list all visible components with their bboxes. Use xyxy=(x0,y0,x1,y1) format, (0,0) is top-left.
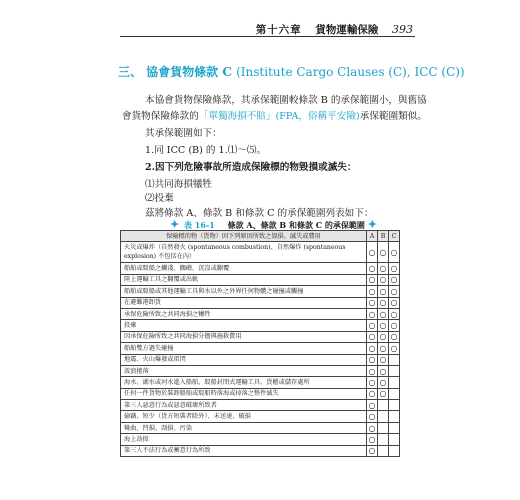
table-row xyxy=(121,434,400,445)
paragraph-1b-post: 承保範圍類似。 xyxy=(359,111,427,122)
coverage-mark-a: ○ xyxy=(367,308,378,319)
coverage-mark-c: ○ xyxy=(389,320,400,331)
coverage-mark-c xyxy=(389,400,400,411)
coverage-mark-a: ○ xyxy=(367,320,378,331)
section-title-zh: 三、 協會貨物條款 C xyxy=(118,65,232,79)
section-title xyxy=(118,63,465,80)
table-row xyxy=(121,320,400,331)
paragraph-6: ⑵投棄 xyxy=(145,193,174,204)
coverage-mark-c: ○ xyxy=(389,331,400,342)
row-description: 第三人惡意行為或惡意破壞所致者 xyxy=(121,400,367,411)
coverage-mark-c xyxy=(389,445,400,456)
coverage-mark-c: ○ xyxy=(389,274,400,285)
coverage-mark-b: ○ xyxy=(378,286,389,297)
coverage-mark-a: ○ xyxy=(367,343,378,354)
coverage-mark-b: ○ xyxy=(378,263,389,274)
row-description: 海上劫掠 xyxy=(121,434,367,445)
coverage-mark-b: ○ xyxy=(378,297,389,308)
coverage-mark-b: ○ xyxy=(378,242,389,263)
table-row xyxy=(121,331,400,342)
coverage-mark-a: ○ xyxy=(367,365,378,376)
coverage-table xyxy=(120,230,400,457)
coverage-mark-b: ○ xyxy=(378,388,389,399)
coverage-mark-c xyxy=(389,365,400,376)
coverage-mark-c xyxy=(389,434,400,445)
row-description: 任何一件貨物於裝卸船舶或駁船時落海或掉落之整件滅失 xyxy=(121,388,367,399)
coverage-mark-a: ○ xyxy=(367,400,378,411)
header-rule xyxy=(120,36,415,37)
table-header-row xyxy=(121,231,400,242)
row-description: 地震、火山爆發或雷閃 xyxy=(121,354,367,365)
coverage-mark-a: ○ xyxy=(367,422,378,433)
row-description: 火災或爆炸（自然發火 (spontaneous combustion)、自然爆炸 (spontaneous explosion) 不包括在內） xyxy=(121,242,367,263)
star-icon: ✦ xyxy=(170,218,180,231)
row-description: 因承保危險所致之共同海損分擔與施救費用 xyxy=(121,331,367,342)
paragraph-7: 茲將條款 A、條款 B 和條款 C 的承保範圍列表如下： xyxy=(145,208,374,219)
coverage-mark-b: ○ xyxy=(378,343,389,354)
coverage-mark-b: ○ xyxy=(378,354,389,365)
coverage-mark-b xyxy=(378,422,389,433)
fpa-highlight: 「單獨海損不賠」(FPA，俗稱平安險) xyxy=(198,111,360,122)
table-number: 表 16-1 xyxy=(184,220,215,230)
coverage-mark-c: ○ xyxy=(389,297,400,308)
table-row xyxy=(121,445,400,456)
coverage-mark-b: ○ xyxy=(378,377,389,388)
row-description: 海水、湖水或河水進入船舶、駁船封閉式運輸工具、貨櫃或儲存處所 xyxy=(121,377,367,388)
table-row xyxy=(121,343,400,354)
table-caption-text: 條款 A、條款 B 和條款 C 的承保範圍 xyxy=(227,220,365,230)
coverage-mark-c xyxy=(389,422,400,433)
table-row xyxy=(121,274,400,285)
coverage-mark-a: ○ xyxy=(367,388,378,399)
coverage-mark-a: ○ xyxy=(367,354,378,365)
table-row xyxy=(121,308,400,319)
row-description: 偷竊、短少（貨方短裝者除外）、未送達、破損 xyxy=(121,411,367,422)
row-description: 承保危險所致之共同海損之犧牲 xyxy=(121,308,367,319)
coverage-mark-b: ○ xyxy=(378,308,389,319)
paragraph-3: 1.同 ICC (B) 的 1.⑴～⑸。 xyxy=(145,145,267,156)
row-description: 在避難港卸貨 xyxy=(121,297,367,308)
paragraph-1b xyxy=(122,108,427,122)
coverage-mark-c: ○ xyxy=(389,308,400,319)
star-icon: ✦ xyxy=(367,218,377,231)
paragraph-1a: 本協會貨物保險條款，其承保範圍較條款 B 的承保範圍小，與舊協 xyxy=(145,95,427,106)
section-title-en: (Institute Cargo Clauses (C), ICC (C)) xyxy=(236,65,465,79)
coverage-mark-b: ○ xyxy=(378,320,389,331)
table-row xyxy=(121,263,400,274)
paragraph-2: 其承保範圍如下： xyxy=(145,128,222,139)
coverage-mark-b: ○ xyxy=(378,274,389,285)
table-row xyxy=(121,354,400,365)
table-row xyxy=(121,242,400,263)
coverage-mark-b xyxy=(378,411,389,422)
coverage-mark-c: ○ xyxy=(389,286,400,297)
header-col-c: C xyxy=(389,231,400,242)
coverage-mark-a: ○ xyxy=(367,411,378,422)
coverage-mark-a: ○ xyxy=(367,297,378,308)
coverage-mark-c xyxy=(389,411,400,422)
table-row xyxy=(121,286,400,297)
row-description: 彎曲、凹損、刮損、污染 xyxy=(121,422,367,433)
coverage-mark-a: ○ xyxy=(367,263,378,274)
coverage-mark-a: ○ xyxy=(367,274,378,285)
table-row xyxy=(121,388,400,399)
table-row xyxy=(121,377,400,388)
row-description: 船舶雙方過失碰撞 xyxy=(121,343,367,354)
coverage-mark-c xyxy=(389,354,400,365)
row-description: 船舶或駁船或其他運輸工具與水以外之外界任何物體之碰撞或觸撞 xyxy=(121,286,367,297)
row-description: 船舶或駁船之觸淺、擱礁、沉沒或翻覆 xyxy=(121,263,367,274)
coverage-mark-a: ○ xyxy=(367,445,378,456)
coverage-mark-c xyxy=(389,388,400,399)
row-description: 波浪捲落 xyxy=(121,365,367,376)
coverage-mark-c: ○ xyxy=(389,263,400,274)
coverage-mark-a: ○ xyxy=(367,377,378,388)
table-row xyxy=(121,400,400,411)
coverage-mark-b xyxy=(378,445,389,456)
coverage-mark-c: ○ xyxy=(389,343,400,354)
header-description: 保險標的物（貨物）因下列原因所致之毀損、滅失或費用 xyxy=(121,231,367,242)
paragraph-1b-pre: 會貨物保險條款的 xyxy=(122,111,199,122)
coverage-mark-a: ○ xyxy=(367,242,378,263)
coverage-mark-b xyxy=(378,400,389,411)
row-description: 投棄 xyxy=(121,320,367,331)
coverage-mark-a: ○ xyxy=(367,331,378,342)
paragraph-4: 2.因下列危險事故所造成保險標的物毀損或滅失： xyxy=(145,162,357,173)
coverage-mark-c: ○ xyxy=(389,242,400,263)
paragraph-5: ⑴共同海損犧牲 xyxy=(145,179,213,190)
row-description: 第三人不法行為或蓄意行為所致 xyxy=(121,445,367,456)
chapter-label: 第十六章 xyxy=(255,24,302,36)
coverage-mark-b: ○ xyxy=(378,331,389,342)
table-row xyxy=(121,411,400,422)
table-body xyxy=(121,242,400,457)
coverage-mark-a: ○ xyxy=(367,434,378,445)
coverage-mark-b: ○ xyxy=(378,365,389,376)
chapter-title: 貨物運輸保險 xyxy=(315,24,379,36)
coverage-mark-b xyxy=(378,434,389,445)
row-description: 陸上運輸工具之翻覆或出軌 xyxy=(121,274,367,285)
page-number: 393 xyxy=(392,23,413,36)
table-row xyxy=(121,297,400,308)
coverage-mark-c xyxy=(389,377,400,388)
header-col-a: A xyxy=(367,231,378,242)
table-row xyxy=(121,365,400,376)
table-row xyxy=(121,422,400,433)
coverage-mark-a: ○ xyxy=(367,286,378,297)
running-header xyxy=(256,22,413,37)
header-col-b: B xyxy=(378,231,389,242)
